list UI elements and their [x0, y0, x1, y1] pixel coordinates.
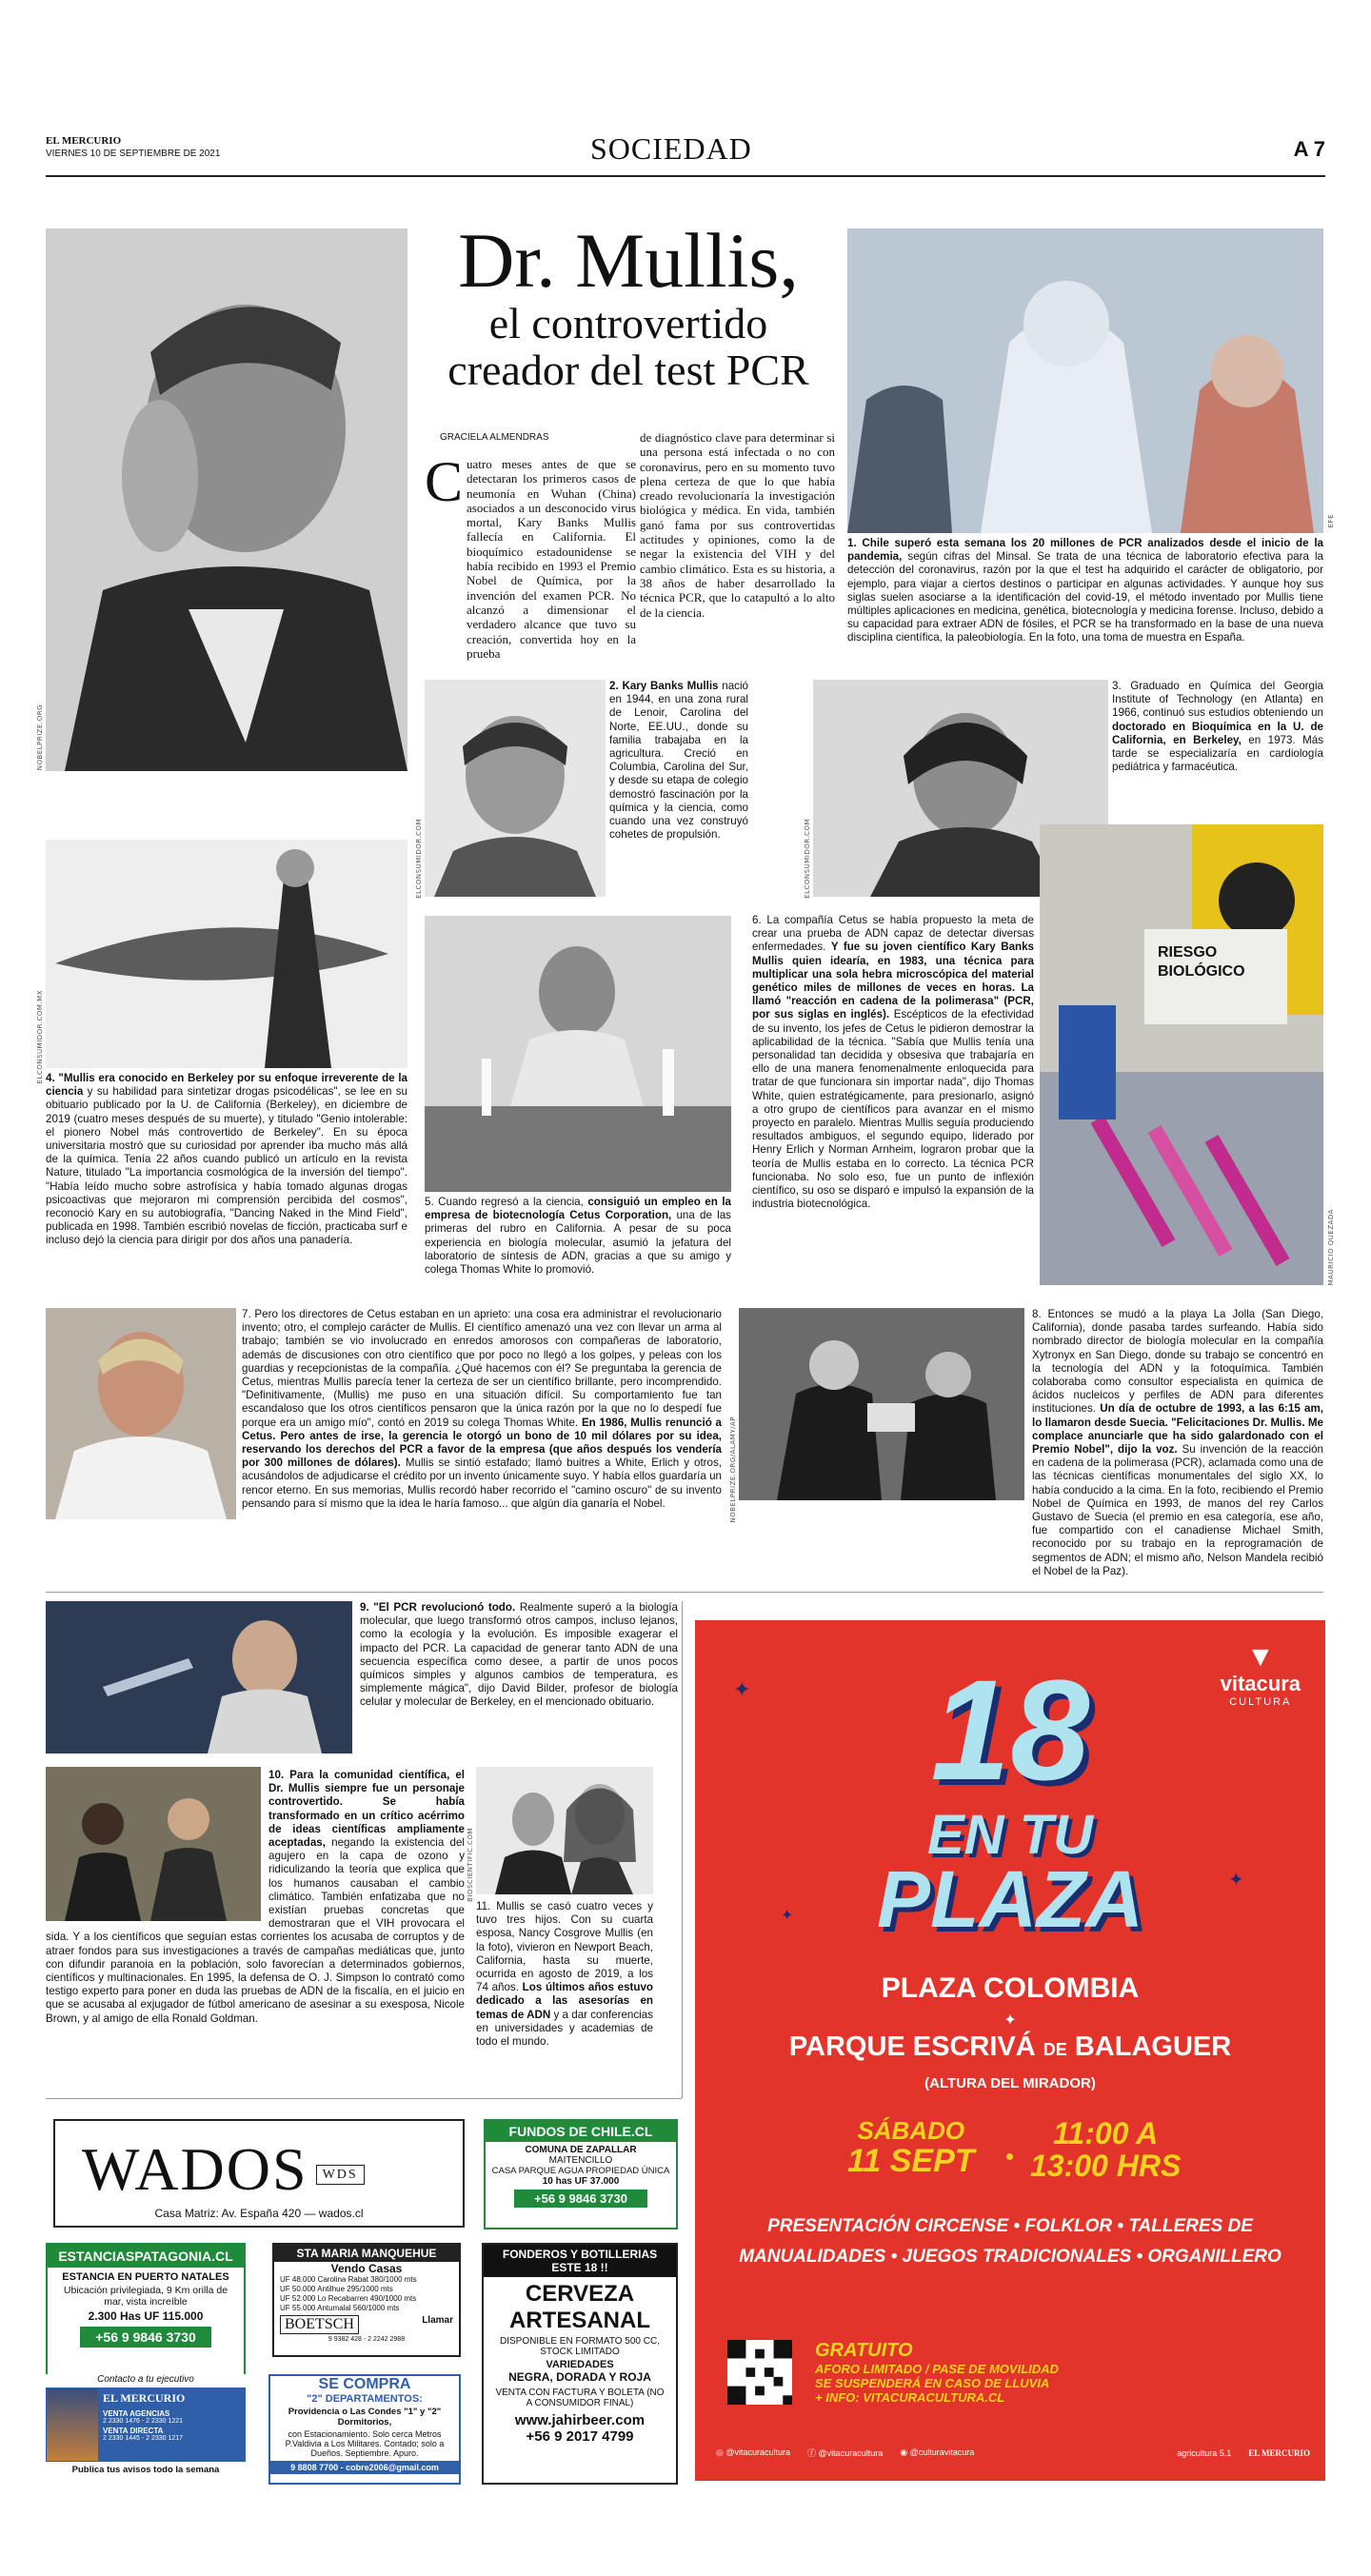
vitacura-brand-sub: CULTURA [1229, 1696, 1292, 1708]
cerveza-title1: CERVEZA [525, 2281, 635, 2307]
vitacura-brand: vitacura [1220, 1672, 1301, 1695]
credit-photo2: ELCONSUMIDOR.COM [415, 819, 423, 899]
instagram-icon[interactable]: ◎ @vitacuracultura [716, 2447, 791, 2457]
byline: GRACIELA ALMENDRAS [440, 432, 549, 443]
vitacura-stars3: ✦ [781, 1908, 794, 1924]
compra-phone: 9 8808 7700 - cobre2006@gmail.com [270, 2461, 459, 2474]
manquehue-phone: 9 9382 428 - 2 2242 2988 [328, 2336, 406, 2343]
photo-mullis-older [46, 1308, 236, 1519]
cerveza-phone: +56 9 2017 4799 [526, 2428, 634, 2445]
ad-manquehue[interactable] [272, 2243, 461, 2357]
twitter-icon[interactable]: ◉ @culturavitacura [900, 2447, 975, 2457]
vitacura-place1: PLAZA COLOMBIA [881, 1972, 1140, 2004]
estancias-line2: Ubicación privilegiada, 9 Km orilla de mar, vista increíble [63, 2285, 228, 2308]
mercurio-bottom: Publica tus avisos todo la semana [71, 2465, 220, 2475]
vitacura-socials [716, 2447, 1310, 2459]
article-body-col1: uatro meses antes de que se detectaran los primeros casos de neumonía en Wuhan (China) asociados a un desconocido virus mortal, Kary Banks Mullis fallecía en California. El bioquímico estadounidense se había recibido en 1993 el Premio Nobel de Química, por la invención del examen PCR. No alcanzó a dimensionar el verdadero alcance que tuvo su creación, convertida hoy en la prueba [467, 457, 636, 661]
label-biologico: BIOLÓGICO [1158, 963, 1245, 980]
estancias-line3: 2.300 Has UF 115.000 [88, 2309, 204, 2323]
caption-7: 7. Pero los directores de Cetus estaban en un aprieto: una cosa era administrar el revolucionario invento; otro, el complejo carácter de Mullis. El científico amenazó una vez con llevar un arma al trabajo; también se vio involucrado en enredos amorosos con compañeras de laboratorio, además de discusiones con otro científico que por poco no llegó a los golpes, y peleas con los guardias y recepcionistas de la compañía. ¿Qué hacemos con él? Se preguntaba la gerencia de Cetus, mientras Mullis parecía tener la certeza de ser un científico brillante, pero incomprendido. "Definitivamente, (Mullis) me puso en una situación difícil. Su comportamiento fue tan escandaloso que los otros científicos pensaron que la única razón por la que no lo despedí fue porque era un amigo mío", contó en 2019 su colega Thomas White. En 1986, Mullis renunció a Cetus. Pero antes de irse, la gerencia le otorgó un bono de 10 mil dólares por su idea, reservando los derechos del PCR a favor de la empresa (que años después los vendería por 300 millones de dólares). Mullis se sintió estafado; llamó buitres a White, Erlich y otros, acusándolos de adjudicarse el crédito por un invento únicamente suyo. Y había ellos guardaría un rencor eterno. En sus memorias, Mullis recordó haber recorrido el "camino oscuro" de su invento pensando para sí mismo que la idea le haría famoso... que algún día ganaría el Nobel. [242, 1308, 723, 1510]
masthead [46, 131, 1325, 173]
mercurio-v1: VENTA AGENCIAS [103, 2409, 170, 2418]
caption-8: 8. Entonces se mudó a la playa La Jolla (San Diego, California), donde pasaba tardes surfeando. Había sido nombrado director de biología molecular en la compañía Xytronyx en San Diego, donde su trabajo se concentró en la tecnología del ADN y la fotoquímica. También colaboraba como consultor especialista en química de ácidos nucleicos y perfiles de ADN para diferentes instituciones. Un día de octubre de 1993, a las 6:15 am, lo llamaron desde Suecia. "Felicitaciones Dr. Mullis. Me complace anunciarle que ha sido galardonado con el Premio Nobel", dijo la voz. Su invención de la reacción en cadena de la polimerasa (PCR), aclamada como una de las técnicas científicas monumentales del siglo XX, lo había conducido a la cima. En la foto, recibiendo el Premio Nobel de Química en 1993, de manos del rey Carlos Gustavo de Suecia (el premio en esa categoría, ese año, fue compartido con el canadiense Michael Smith, reconocido por su trabajo en la reprogramación de segmentos de ADN; el mismo año, Nelson Mandela recibió el Nobel de la Paz). [1032, 1308, 1323, 1577]
fundos-line3: CASA PARQUE AGUA PROPIEDAD ÚNICA [491, 2166, 670, 2176]
mercurio-logo: EL MERCURIO [103, 2391, 186, 2405]
vitacura-logo-icon: ▼ [1245, 1641, 1275, 1673]
fundos-line1: COMUNA DE ZAPALLAR [525, 2145, 637, 2155]
ad-se-compra[interactable] [268, 2374, 461, 2485]
vitacura-foot1: agricultura 5.1 [1177, 2447, 1232, 2458]
photo-pcr-test [847, 228, 1323, 533]
title-main: Dr. Mullis, [458, 217, 799, 304]
vitacura-stars: ✦ [733, 1677, 751, 1701]
compra-head: SE COMPRA [318, 2376, 411, 2392]
facebook-icon[interactable]: ⓕ @vitacuracultura [807, 2448, 884, 2458]
caption-9: 9. "El PCR revolucionó todo. Realmente superó a la biología molecular, que luego transformó otros campos, incluso lejanos, como la ecología y la evolución. Es imposible exagerar el impacto del PCR. La capacidad de generar tanto ADN de una secuencia específica como desee, a partir de unos pocos químicos simples y algunos cambios de temperatura, es simplemente mágica", dijo David Bilder, profesor de biología celular y molecular de Berkeley, en el mencionado obituario. [360, 1601, 678, 1709]
photo-mullis-lab [425, 916, 731, 1192]
caption-6: 6. La compañía Cetus se había propuesto la meta de crear una prueba de ADN capaz de detectar diversas enfermedades. Y fue su joven científico Kary Banks Mullis quien idearía, en 1983, una técnica para multiplicar una sola hebra microscópica del material genético miles de millones de veces en horas. La llamó "reacción en cadena de la polimerasa" (PCR, por sus siglas en inglés). Escépticos de la efectividad de su invento, los jefes de Cetus le pidieron demostrar la aplicabilidad de la técnica. "Sabía que Mullis tenía una personalidad tan decidida y obsesiva que trabajaría en ello de una manera fenomenalmente enloquecida para tratar de que funcionara sin importar nada", dijo Thomas White, quien estratégicamente, para presionarlo, asignó a otro grupo de científicos para avanzar en el mismo proyecto en paralelo. Mientras Mullis seguía produciendo resultados ambiguos, el segundo equipo, liderado por Henry Erlich y Norman Arnheim, lograron probar que la teoría de Mullis estaba en lo correcto. La técnica PCR funcionaba. No solo eso, fue un punto de inflexión científico, su oso se disparó e impulsó la expansión de la industria biotecnológica. [752, 914, 1034, 1211]
manquehue-line1: Vendo Casas [330, 2262, 403, 2275]
caption-11: 11. Mullis se casó cuatro veces y tuvo tres hijos. Con su cuarta esposa, Nancy Cosgrove Mullis (en la foto), vivieron en Newport Beach, California, hasta su muerte, ocurrida en agosto de 2019, a los 74 años. Los últimos años estuvo dedicado a las asesorías en temas de ADN y a dar conferencias en universidades y academias de todo el mundo. [476, 1900, 653, 2049]
photo-mullis-surfboard [46, 840, 407, 1068]
cerveza-head: FONDEROS Y BOTILLERIAS ESTE 18 !! [484, 2245, 676, 2277]
vitacura-gratis-block: GRATUITO AFORO LIMITADO / PASE DE MOVILIDAD SE SUSPENDERÁ EN CASO DE LLUVIA + INFO: VITACURACULTURA.CL [815, 2340, 1059, 2405]
fundos-phone: +56 9 9846 3730 [514, 2190, 647, 2208]
compra-line3: con Estacionamiento. Solo cerca Metros P.Valdivia a Los Militares. Contado; solo a Dueños. Septiembre. Apuro. [285, 2429, 445, 2458]
fundos-line2: MAITENCILLO [548, 2155, 613, 2166]
ad-estancias[interactable] [46, 2243, 246, 2378]
vitacura-acts2: MANUALIDADES • JUEGOS TRADICIONALES • ORGANILLERO [739, 2247, 1282, 2267]
photo-mullis-lecture [46, 1601, 352, 1754]
title-sub1: el controvertido [488, 299, 768, 347]
vitacura-star-sep: ✦ [1003, 2012, 1017, 2029]
vitacura-plaza: PLAZA [877, 1854, 1143, 1944]
compra-line1: "2" DEPARTAMENTOS: [307, 2393, 423, 2405]
credit-photo11: BIOSCIENTIFIC.COM [467, 1828, 474, 1902]
photo-mullis-wife [476, 1767, 653, 1894]
credit-photo1: NOBELPRIZE.ORG [36, 704, 44, 771]
credit-photo8: NOBELPRIZE.ORG/ALAMY/AP [729, 1417, 737, 1523]
vitacura-date: SÁBADO 11 SEPT [847, 2116, 975, 2179]
cerveza-l4: VENTA CON FACTURA Y BOLETA (NO A CONSUMIDOR FINAL) [495, 2388, 665, 2408]
section-divider [46, 1592, 1323, 1593]
mercurio-v2n: 2 2330 1445 - 2 2330 1217 [103, 2435, 184, 2442]
manquehue-list: UF 48.000 Carolina Rabat 380/1000 mts UF 50.000 Antilhue 295/1000 mts UF 52.000 Lo Recabarren 490/1000 mts UF 55.000 Antumalal 560/1000 mts [280, 2275, 417, 2312]
mercurio-globe-icon [47, 2388, 98, 2461]
vitacura-altura: (ALTURA DEL MIRADOR) [924, 2075, 1096, 2091]
vitacura-foot2: EL MERCURIO [1248, 2447, 1310, 2458]
photo-mullis-portrait [46, 228, 407, 771]
vitacura-qr-icon[interactable] [727, 2340, 792, 2405]
photo-mullis-child [425, 680, 606, 897]
vitacura-time: 11:00 A 13:00 HRS [1030, 2116, 1182, 2183]
label-riesgo: RIESGO [1158, 944, 1218, 961]
caption-10: 10. Para la comunidad científica, el Dr. Mullis siempre fue un personaje controvertido. Se había transformado en un crítico acérrimo de ideas científicas ampliamente aceptadas, negando la existencia del agujero en la capa de ozono y ridiculizando la teoría que explica que los humanos causaban el cambio climático. También enfatizaba que no existían pruebas concretas que demostraran que el VIH provocara el sida. Y a los científicos que seguían estas corrientes los acusaba de corruptos y de atraer fondos para sus investigaciones a través de campañas mediáticas que, junto con difundir paranoia en la población, solo favorecían a determinados gobiernos, científicos y multinacionales. En 1995, la defensa de O. J. Simpson lo contrató como testigo experto para poner en duda las pruebas de ADN de la fiscalía, en el juicio en que se acusaba al exjugador de fútbol americano de asesinar a su exesposa, Nicole Brown, y al amigo de ella Ronald Goldman. [46, 1769, 465, 2025]
vitacura-entu: EN TU [927, 1804, 1093, 1866]
ad-vitacura[interactable] [695, 1620, 1325, 2481]
mercurio-top: Contacto a tu ejecutivo [97, 2374, 194, 2385]
photo-nobel-ceremony [739, 1308, 1024, 1500]
masthead-rule [46, 175, 1325, 177]
fundos-line4: 10 has UF 37.000 [542, 2176, 620, 2187]
caption-5: 5. Cuando regresó a la ciencia, consiguió un empleo en la empresa de biotecnología Cetus Corporation, una de las primeras del rubro en California. A pesar de su poca experiencia en biología molecular, asumió la jefatura del laboratorio de síntesis de ADN, gracias a que su amigo y colega Thomas White lo promovió. [425, 1196, 731, 1277]
ad-cerveza[interactable] [482, 2243, 678, 2485]
cerveza-l3: NEGRA, DORADA Y ROJA [508, 2370, 651, 2384]
drop-cap: C [425, 450, 464, 513]
caption-2: 2. Kary Banks Mullis nació en 1944, en una zona rural de Lenoir, Carolina del Norte, EE.UU., donde su familia trabajaba en la agricultura. Creció en Columbia, Carolina del Sur, y desde su etapa de colegio demostró fascinación por la química y la ciencia, como cuando una vez construyó cohetes de propulsión. [609, 680, 748, 842]
vitacura-place2: PARQUE ESCRIVÁ DE BALAGUER [788, 2031, 1232, 2062]
manquehue-head: STA MARIA MANQUEHUE [274, 2245, 459, 2262]
page-number: A 7 [1293, 137, 1325, 161]
compra-line2: Providencia o Las Condes "1" y "2" Dormitorios, [288, 2407, 442, 2427]
ad-el-mercurio[interactable] [46, 2374, 246, 2481]
section-title: SOCIEDAD [590, 131, 752, 166]
credit-photo3: ELCONSUMIDOR.COM [804, 819, 811, 899]
credit-photo6: MAURICIO QUEZADA [1327, 1209, 1335, 1286]
mercurio-v1n: 2 2330 1476 - 2 2330 1221 [103, 2418, 184, 2425]
estancias-phone: +56 9 9846 3730 [80, 2327, 211, 2348]
cerveza-web[interactable]: www.jahirbeer.com [514, 2412, 646, 2428]
date: VIERNES 10 DE SEPTIEMBRE DE 2021 [46, 149, 221, 159]
article-end-rule [46, 2098, 682, 2099]
vitacura-dot: • [1005, 2142, 1015, 2170]
article-body-col2: de diagnóstico clave para determinar si una persona está infectada o no con coronavirus, pero en su momento tuvo plena certeza de que lo que había creado revolucionaría la investigación biológica y médica. En vida, también ganó fama por sus controvertidas actitudes y opiniones, como la de negar la existencia del VIH y del cambio climático. Esta es su historia, a 38 años de haber desarrollado la técnica PCR, que lo catapultó a lo alto de la ciencia. [640, 430, 835, 620]
photo-riesgo-biologico [1040, 824, 1323, 1285]
paper-name: EL MERCURIO [46, 135, 122, 147]
caption-1: 1. Chile superó esta semana los 20 millones de PCR analizados desde el inicio de la pandemia, según cifras del Minsal. Se trata de una técnica de laboratorio efectiva para la detección del coronavirus, razón por la que el test ha adquirido el carácter de obligatorio, por ejemplo, para viajar a ciertos destinos o participar en algunas actividades. Y aunque hoy sus siglas suelen asociarse a la identificación del covid-19, el método inventado por Mullis tiene múltiples aplicaciones en medicina, genética, biotecnología y medicina forense. Incluso, debido a su capacidad para extraer ADN de fósiles, el PCR se ha transformado en la base de una nueva disciplina científica, la paleobiología. En la foto, una toma de muestra en España. [847, 537, 1323, 644]
credit-photo-pcr: EFE [1327, 514, 1335, 528]
estancias-line1: ESTANCIA EN PUERTO NATALES [62, 2271, 229, 2283]
wados-brand: WADOS WDS [82, 2134, 365, 2205]
mercurio-v2: VENTA DIRECTA [103, 2427, 164, 2435]
fundos-head: FUNDOS DE CHILE.CL [486, 2121, 676, 2142]
cerveza-title2: ARTESANAL [509, 2308, 650, 2333]
credit-photo4: ELCONSUMIDOR.COM.MX [36, 990, 44, 1084]
cerveza-l2: VARIEDADES [546, 2359, 614, 2370]
caption-4: 4. "Mullis era conocido en Berkeley por su enfoque irreverente de la ciencia y su habilidad para sintetizar drogas psicodélicas", se lee en su obituario publicado por la U. de California (Berkeley), en diciembre de 2019 (cuatro meses después de su muerte), y titulado "Genio intolerable: el pionero Nobel más controvertido de Berkeley". En su época universitaria mostró que su curiosidad por aprender iba mucho más allá de la química. Tenía 22 años cuando publicó un artículo en la revista Nature, titulado "La importancia cosmológica de la inversión del tiempo". "Había leído mucho sobre astrofísica y había tomado algunas drogas psicoactivas que mejoraron mi comprensión percibida del cosmos", reconoció Kary en su autobiografía, "Dancing Naked in the Mind Field", publicada en 1998. También escribió novelas de ficción, practicaba surf e incluso dejó la ciencia para dirigir por dos años una panadería. [46, 1072, 407, 1247]
vitacura-18: 18 [930, 1650, 1090, 1810]
article-title [419, 217, 838, 394]
cerveza-l1: DISPONIBLE EN FORMATO 500 CC, STOCK LIMITADO [499, 2336, 660, 2357]
ad-wados[interactable] [53, 2119, 465, 2228]
wados-address: Casa Matriz: Av. España 420 — wados.cl [154, 2207, 364, 2220]
title-sub2: creador del test PCR [447, 346, 809, 394]
vitacura-stars2: ✦ [1228, 1870, 1244, 1891]
ad-fundos[interactable] [484, 2119, 678, 2229]
estancias-head: ESTANCIASPATAGONIA.CL [48, 2245, 244, 2268]
manquehue-brand: BOETSCH [280, 2315, 359, 2334]
manquehue-call: Llamar [422, 2315, 453, 2326]
article-right-border [682, 1601, 683, 2098]
vitacura-acts1: PRESENTACIÓN CIRCENSE • FOLKLOR • TALLERES DE [767, 2216, 1253, 2236]
caption-3: 3. Graduado en Química del Georgia Institute of Technology (en Atlanta) en 1966, continuó sus estudios obteniendo un doctorado en Bioquímica en la U. de California, en Berkeley, en 1973. Más tarde se especializaría en cardiología pediátrica y farmacéutica. [1112, 680, 1323, 774]
